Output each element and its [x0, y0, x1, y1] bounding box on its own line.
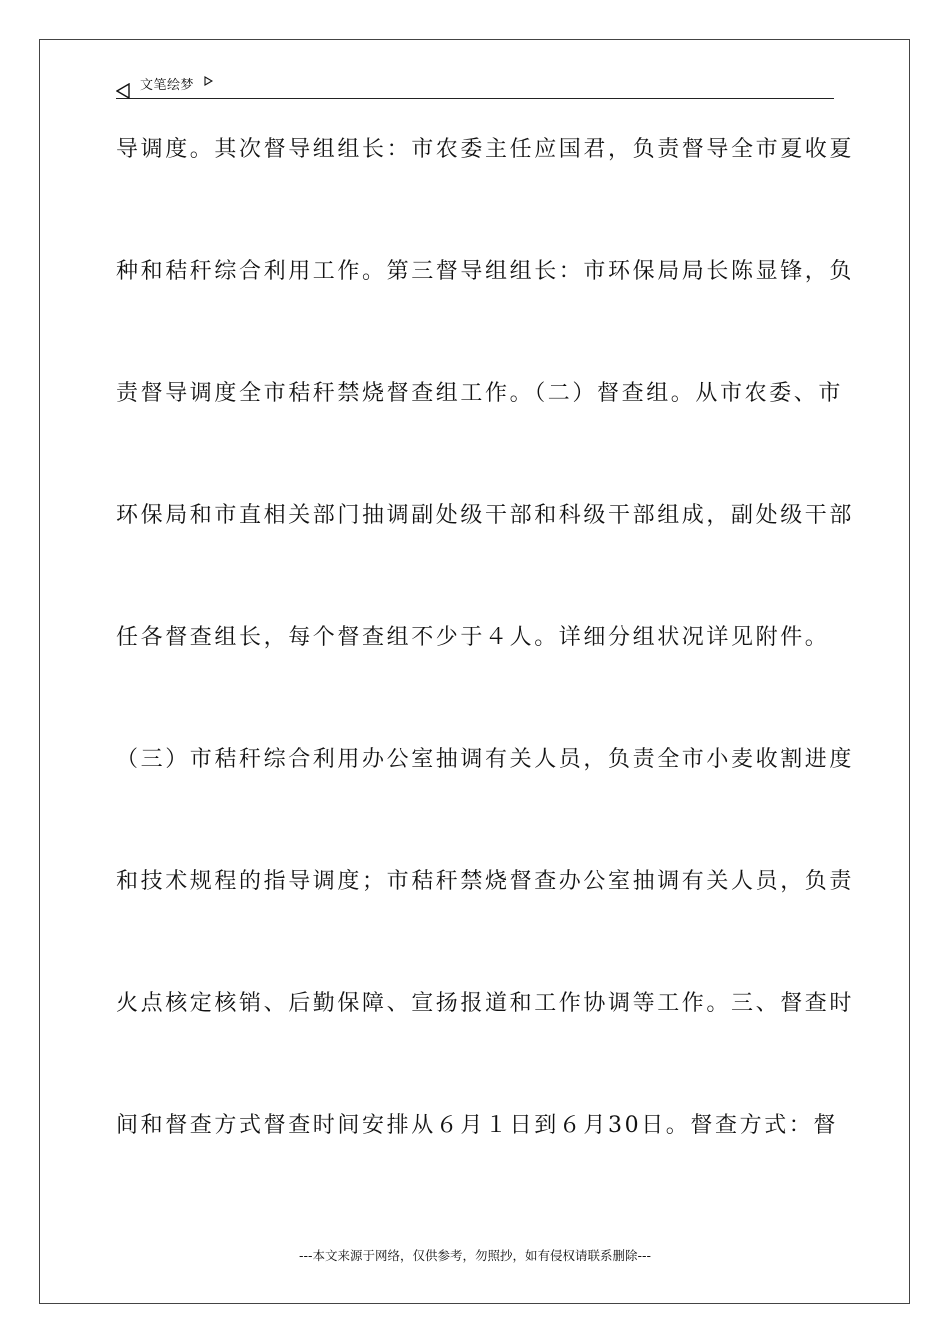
body-line: 和技术规程的指导调度；市秸秆禁烧督查办公室抽调有关人员，负责	[116, 869, 855, 894]
header-title: 文笔绘梦	[140, 77, 195, 93]
body-line: 火点核定核销、后勤保障、宣扬报道和工作协调等工作。三、督查时	[116, 991, 855, 1016]
footer-disclaimer: ---本文来源于网络，仅供参考，勿照抄，如有侵权请联系删除---	[298, 1248, 652, 1263]
body-line: 环保局和市直相关部门抽调副处级干部和科级干部组成，副处级干部	[116, 503, 855, 528]
body-line: （三）市秸秆综合利用办公室抽调有关人员，负责全市小麦收割进度	[116, 747, 855, 772]
body-line: 种和秸秆综合利用工作。第三督导组组长：市环保局局长陈显锋，负	[116, 259, 855, 284]
body-line: 责督导调度全市秸秆禁烧督查组工作。（二）督查组。从市农委、市	[116, 381, 844, 406]
right-triangle-icon	[204, 76, 213, 86]
page-header	[116, 72, 834, 99]
body-line: 任各督查组长，每个督查组不少于４人。详细分组状况详见附件。	[116, 625, 830, 650]
body-line: 导调度。其次督导组组长：市农委主任应国君，负责督导全市夏收夏	[116, 137, 855, 162]
body-line: 间和督查方式督查时间安排从６月１日到６月30日。督查方式：督	[116, 1113, 838, 1138]
document-body	[116, 128, 855, 1226]
